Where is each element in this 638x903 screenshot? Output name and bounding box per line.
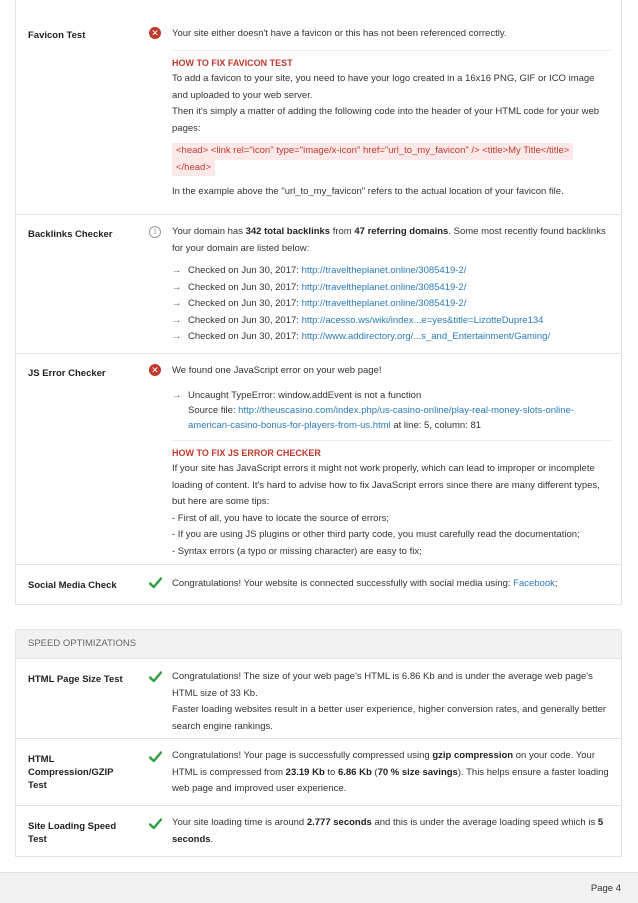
text: on your code. Your HTML is compressed from	[172, 750, 595, 778]
source-suffix: at line: 5, column: 81	[390, 419, 482, 431]
html-page-size-row	[16, 659, 621, 739]
source-prefix: Source file:	[188, 404, 239, 416]
speed-checks-section	[15, 659, 622, 857]
text: and this is under the average loading speed which is	[371, 817, 598, 828]
referring-domains: 47 referring domains	[354, 226, 449, 237]
result-text: Faster loading websites result in a better user experience, higher conversion rates, and generally better search engine rankings.	[172, 704, 607, 732]
row-label: Social Media Check	[28, 580, 117, 591]
list-item	[172, 280, 612, 297]
intro-text: . Some most recently found backlinks for your domain are listed below:	[172, 226, 606, 254]
facebook-link[interactable]: Facebook	[513, 578, 555, 589]
text: .	[210, 833, 214, 845]
backlink-link[interactable]: http://traveltheplanet.online/3085419-2/	[301, 281, 467, 293]
favicon-details	[172, 26, 612, 201]
item-prefix: Checked on Jun 30, 2017:	[188, 331, 302, 342]
divider	[172, 440, 612, 441]
social-text: Congratulations! Your website is connected successfully with social media using:	[172, 578, 514, 589]
arrow-right-icon: →	[172, 389, 182, 401]
row-label: Site Loading Speed Test	[28, 821, 117, 845]
backlink-link[interactable]: http://traveltheplanet.online/3085419-2/	[301, 265, 467, 276]
savings: 70 % size savings	[377, 766, 458, 778]
error-message: Uncaught TypeError: window.addEvent is not a function	[188, 389, 422, 401]
backlinks-checker-row	[16, 215, 621, 354]
source-file-link[interactable]: http://theuscasino.com/index.php/us-casino-online/play-real-money-slots-online-american-casino-bonus-for-players-from-us.html	[188, 404, 575, 431]
item-prefix: Checked on Jun 30, 2017:	[188, 281, 302, 293]
checkmark-icon	[149, 751, 161, 763]
page-footer	[0, 872, 638, 903]
tip-item: - If you are using JS plugins or other third party code, you must carefully read the documentation;	[172, 529, 580, 540]
list-item	[172, 263, 612, 280]
arrow-right-icon: →	[172, 265, 182, 276]
site-loading-speed-row	[16, 806, 621, 857]
fail-icon: ✕	[149, 364, 161, 376]
arrow-right-icon: →	[172, 331, 182, 342]
checkmark-icon	[149, 671, 161, 683]
suffix: ;	[554, 578, 558, 589]
favicon-test-row	[16, 0, 621, 215]
arrow-right-icon: →	[172, 298, 182, 309]
text: ). This helps ensure a faster loading web page and improved user experience.	[172, 766, 609, 794]
item-prefix: Checked on Jun 30, 2017:	[188, 265, 302, 276]
speed-optimizations-header: SPEED OPTIMIZATIONS	[15, 629, 622, 659]
result-text: Congratulations! The size of your web page's HTML is 6.86 Kb and is under the average web page's HTML size of 33 Kb.	[172, 671, 593, 699]
status-text: We found one JavaScript error on your web page!	[172, 365, 382, 376]
code-snippet: </head>	[172, 160, 215, 177]
social-media-check-row	[16, 565, 621, 605]
total-backlinks: 342 total backlinks	[245, 226, 331, 237]
backlinks-list	[172, 263, 612, 346]
tip-item: - First of all, you have to locate the source of errors;	[172, 512, 390, 524]
page-number: Page 4	[590, 883, 621, 894]
item-prefix: Checked on Jun 30, 2017:	[188, 298, 302, 309]
list-item	[172, 296, 612, 313]
seo-checks-section	[15, 0, 622, 605]
backlink-link[interactable]: http://traveltheplanet.online/3085419-2/	[301, 298, 467, 309]
list-item	[172, 329, 612, 346]
intro-text: from	[330, 226, 355, 237]
howto-paragraph: In the example above the "url_to_my_favicon" refers to the actual location of your favicon file.	[172, 186, 564, 197]
average-time: 5 seconds	[172, 817, 604, 845]
item-prefix: Checked on Jun 30, 2017:	[188, 314, 302, 326]
intro-text: Your domain has	[172, 226, 246, 237]
divider	[172, 50, 612, 51]
backlinks-details	[172, 224, 612, 346]
error-list	[172, 388, 612, 433]
social-details	[172, 576, 612, 593]
code-snippet: <head> <link rel="icon" type="image/x-icon" href="url_to_my_favicon" /> <title>My Title</title>	[172, 143, 573, 160]
arrow-right-icon: →	[172, 281, 182, 293]
compressed-size: 6.86 Kb	[337, 766, 372, 778]
html-size-details	[172, 669, 612, 735]
status-text: Your site either doesn't have a favicon or this has not been referenced correctly.	[172, 28, 507, 39]
row-label: HTML Compression/GZIP Test	[28, 754, 114, 791]
text: Congratulations! Your page is successfully compressed using	[172, 750, 433, 761]
list-item	[172, 313, 612, 330]
howto-title: HOW TO FIX JS ERROR CHECKER	[172, 447, 321, 458]
row-label: JS Error Checker	[28, 368, 106, 379]
backlink-link[interactable]: http://acesso.ws/wiki/index...e=yes&title=LizotteDupre134	[301, 314, 544, 326]
howto-paragraph: To add a favicon to your site, you need to have your logo created in a 16x16 PNG, GIF or ICO image and uploaded to your web server.	[172, 73, 595, 101]
checkmark-icon	[149, 577, 161, 589]
row-label: Favicon Test	[28, 30, 86, 41]
tip-item: - Syntax errors (a typo or missing character) are easy to fix;	[172, 545, 422, 557]
backlink-link[interactable]: http://www.addirectory.org/...s_and_Entertainment/Gaming/	[301, 331, 551, 342]
js-error-checker-row	[16, 354, 621, 565]
gzip-details	[172, 748, 612, 798]
fail-icon: ✕	[149, 27, 161, 39]
original-size: 23.19 Kb	[285, 766, 325, 778]
text: (	[371, 766, 378, 778]
checkmark-icon	[149, 818, 161, 830]
list-item	[172, 388, 612, 433]
gzip-label: gzip compression	[432, 750, 514, 761]
arrow-right-icon: →	[172, 314, 182, 326]
howto-paragraph: If your site has JavaScript errors it might not work properly, which can lead to improper or incomplete loading of content. It's hard to advise how to fix JavaScript errors since there are many different types, but here are some tips:	[172, 463, 600, 507]
howto-paragraph: Then it's simply a matter of adding the following code into the header of your HTML code for your web pages:	[172, 106, 600, 134]
row-label: HTML Page Size Test	[28, 674, 123, 685]
load-speed-details	[172, 815, 612, 848]
html-compression-row	[16, 739, 621, 806]
howto-title: HOW TO FIX FAVICON TEST	[172, 57, 293, 68]
load-time: 2.777 seconds	[306, 817, 372, 828]
text: to	[324, 766, 338, 778]
text: Your site loading time is around	[172, 817, 307, 828]
js-error-details	[172, 363, 612, 560]
info-icon: i	[149, 226, 161, 238]
row-label: Backlinks Checker	[28, 229, 113, 240]
